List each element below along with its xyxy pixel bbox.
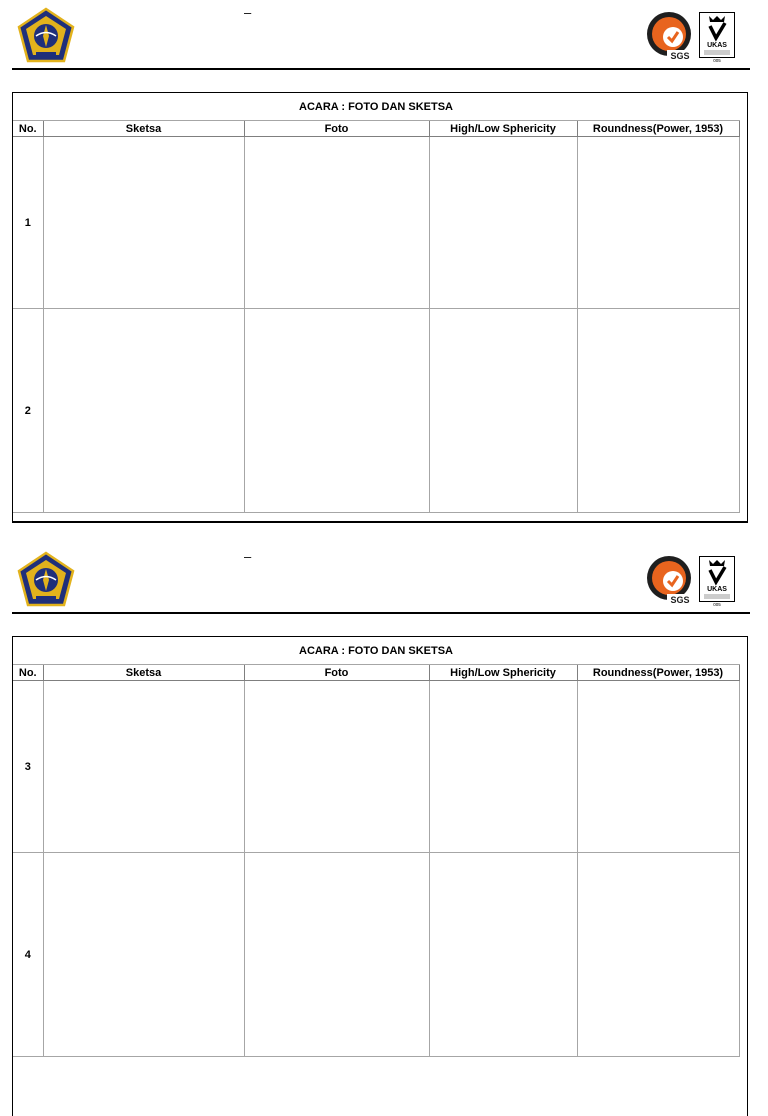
- column-header-roundness: Roundness(Power, 1953): [577, 121, 739, 137]
- ukas-certification-icon: [699, 12, 735, 62]
- column-header-sphericity: High/Low Sphericity: [429, 665, 577, 681]
- table-row: [13, 853, 739, 1057]
- sketsa-cell[interactable]: [43, 309, 244, 513]
- sphericity-cell[interactable]: [429, 681, 577, 853]
- letterhead: [0, 0, 768, 80]
- sketsa-cell[interactable]: [43, 137, 244, 309]
- observation-table: [13, 93, 740, 513]
- column-header-sketsa: Sketsa: [43, 121, 244, 137]
- column-header-sphericity: High/Low Sphericity: [429, 121, 577, 137]
- column-header-foto: Foto: [244, 121, 429, 137]
- observation-form-2: [12, 636, 748, 1116]
- foto-cell[interactable]: [244, 309, 429, 513]
- sgs-label: SGS: [670, 595, 690, 605]
- sketsa-cell[interactable]: [43, 681, 244, 853]
- table-row: [13, 137, 739, 309]
- page-section-2: [0, 544, 768, 961]
- ukas-certification-icon: [699, 556, 735, 606]
- foto-cell[interactable]: [244, 681, 429, 853]
- roundness-cell[interactable]: [577, 853, 739, 1057]
- header-dash: –: [244, 549, 252, 564]
- header-divider: [12, 612, 750, 614]
- sgs-certification-icon: [645, 10, 695, 62]
- ukas-number: 005: [713, 602, 721, 606]
- header-dash: –: [244, 5, 252, 20]
- ukas-number: 005: [713, 58, 721, 62]
- ukas-label: UKAS: [707, 586, 727, 593]
- ukas-label: UKAS: [707, 42, 727, 49]
- column-header-sketsa: Sketsa: [43, 665, 244, 681]
- sgs-label: SGS: [670, 51, 690, 61]
- sphericity-cell[interactable]: [429, 137, 577, 309]
- sphericity-cell[interactable]: [429, 309, 577, 513]
- observation-form-1: [12, 92, 748, 523]
- university-crest-icon: [16, 7, 76, 65]
- form-title: ACARA : FOTO DAN SKETSA: [13, 637, 739, 665]
- table-row: [13, 681, 739, 853]
- roundness-cell[interactable]: [577, 137, 739, 309]
- column-header-no: No.: [13, 665, 43, 681]
- column-header-roundness: Roundness(Power, 1953): [577, 665, 739, 681]
- foto-cell[interactable]: [244, 853, 429, 1057]
- sphericity-cell[interactable]: [429, 853, 577, 1057]
- sketsa-cell[interactable]: [43, 853, 244, 1057]
- header-divider: [12, 68, 750, 70]
- column-header-foto: Foto: [244, 665, 429, 681]
- observation-table: [13, 637, 740, 1057]
- form-title: ACARA : FOTO DAN SKETSA: [13, 93, 739, 121]
- roundness-cell[interactable]: [577, 309, 739, 513]
- university-crest-icon: [16, 551, 76, 609]
- roundness-cell[interactable]: [577, 681, 739, 853]
- letterhead: [0, 544, 768, 624]
- sgs-certification-icon: [645, 554, 695, 606]
- page-section-1: [0, 0, 768, 417]
- row-number: 2: [13, 309, 43, 513]
- column-header-no: No.: [13, 121, 43, 137]
- row-number: 1: [13, 137, 43, 309]
- row-number: 4: [13, 853, 43, 1057]
- table-row: [13, 309, 739, 513]
- row-number: 3: [13, 681, 43, 853]
- foto-cell[interactable]: [244, 137, 429, 309]
